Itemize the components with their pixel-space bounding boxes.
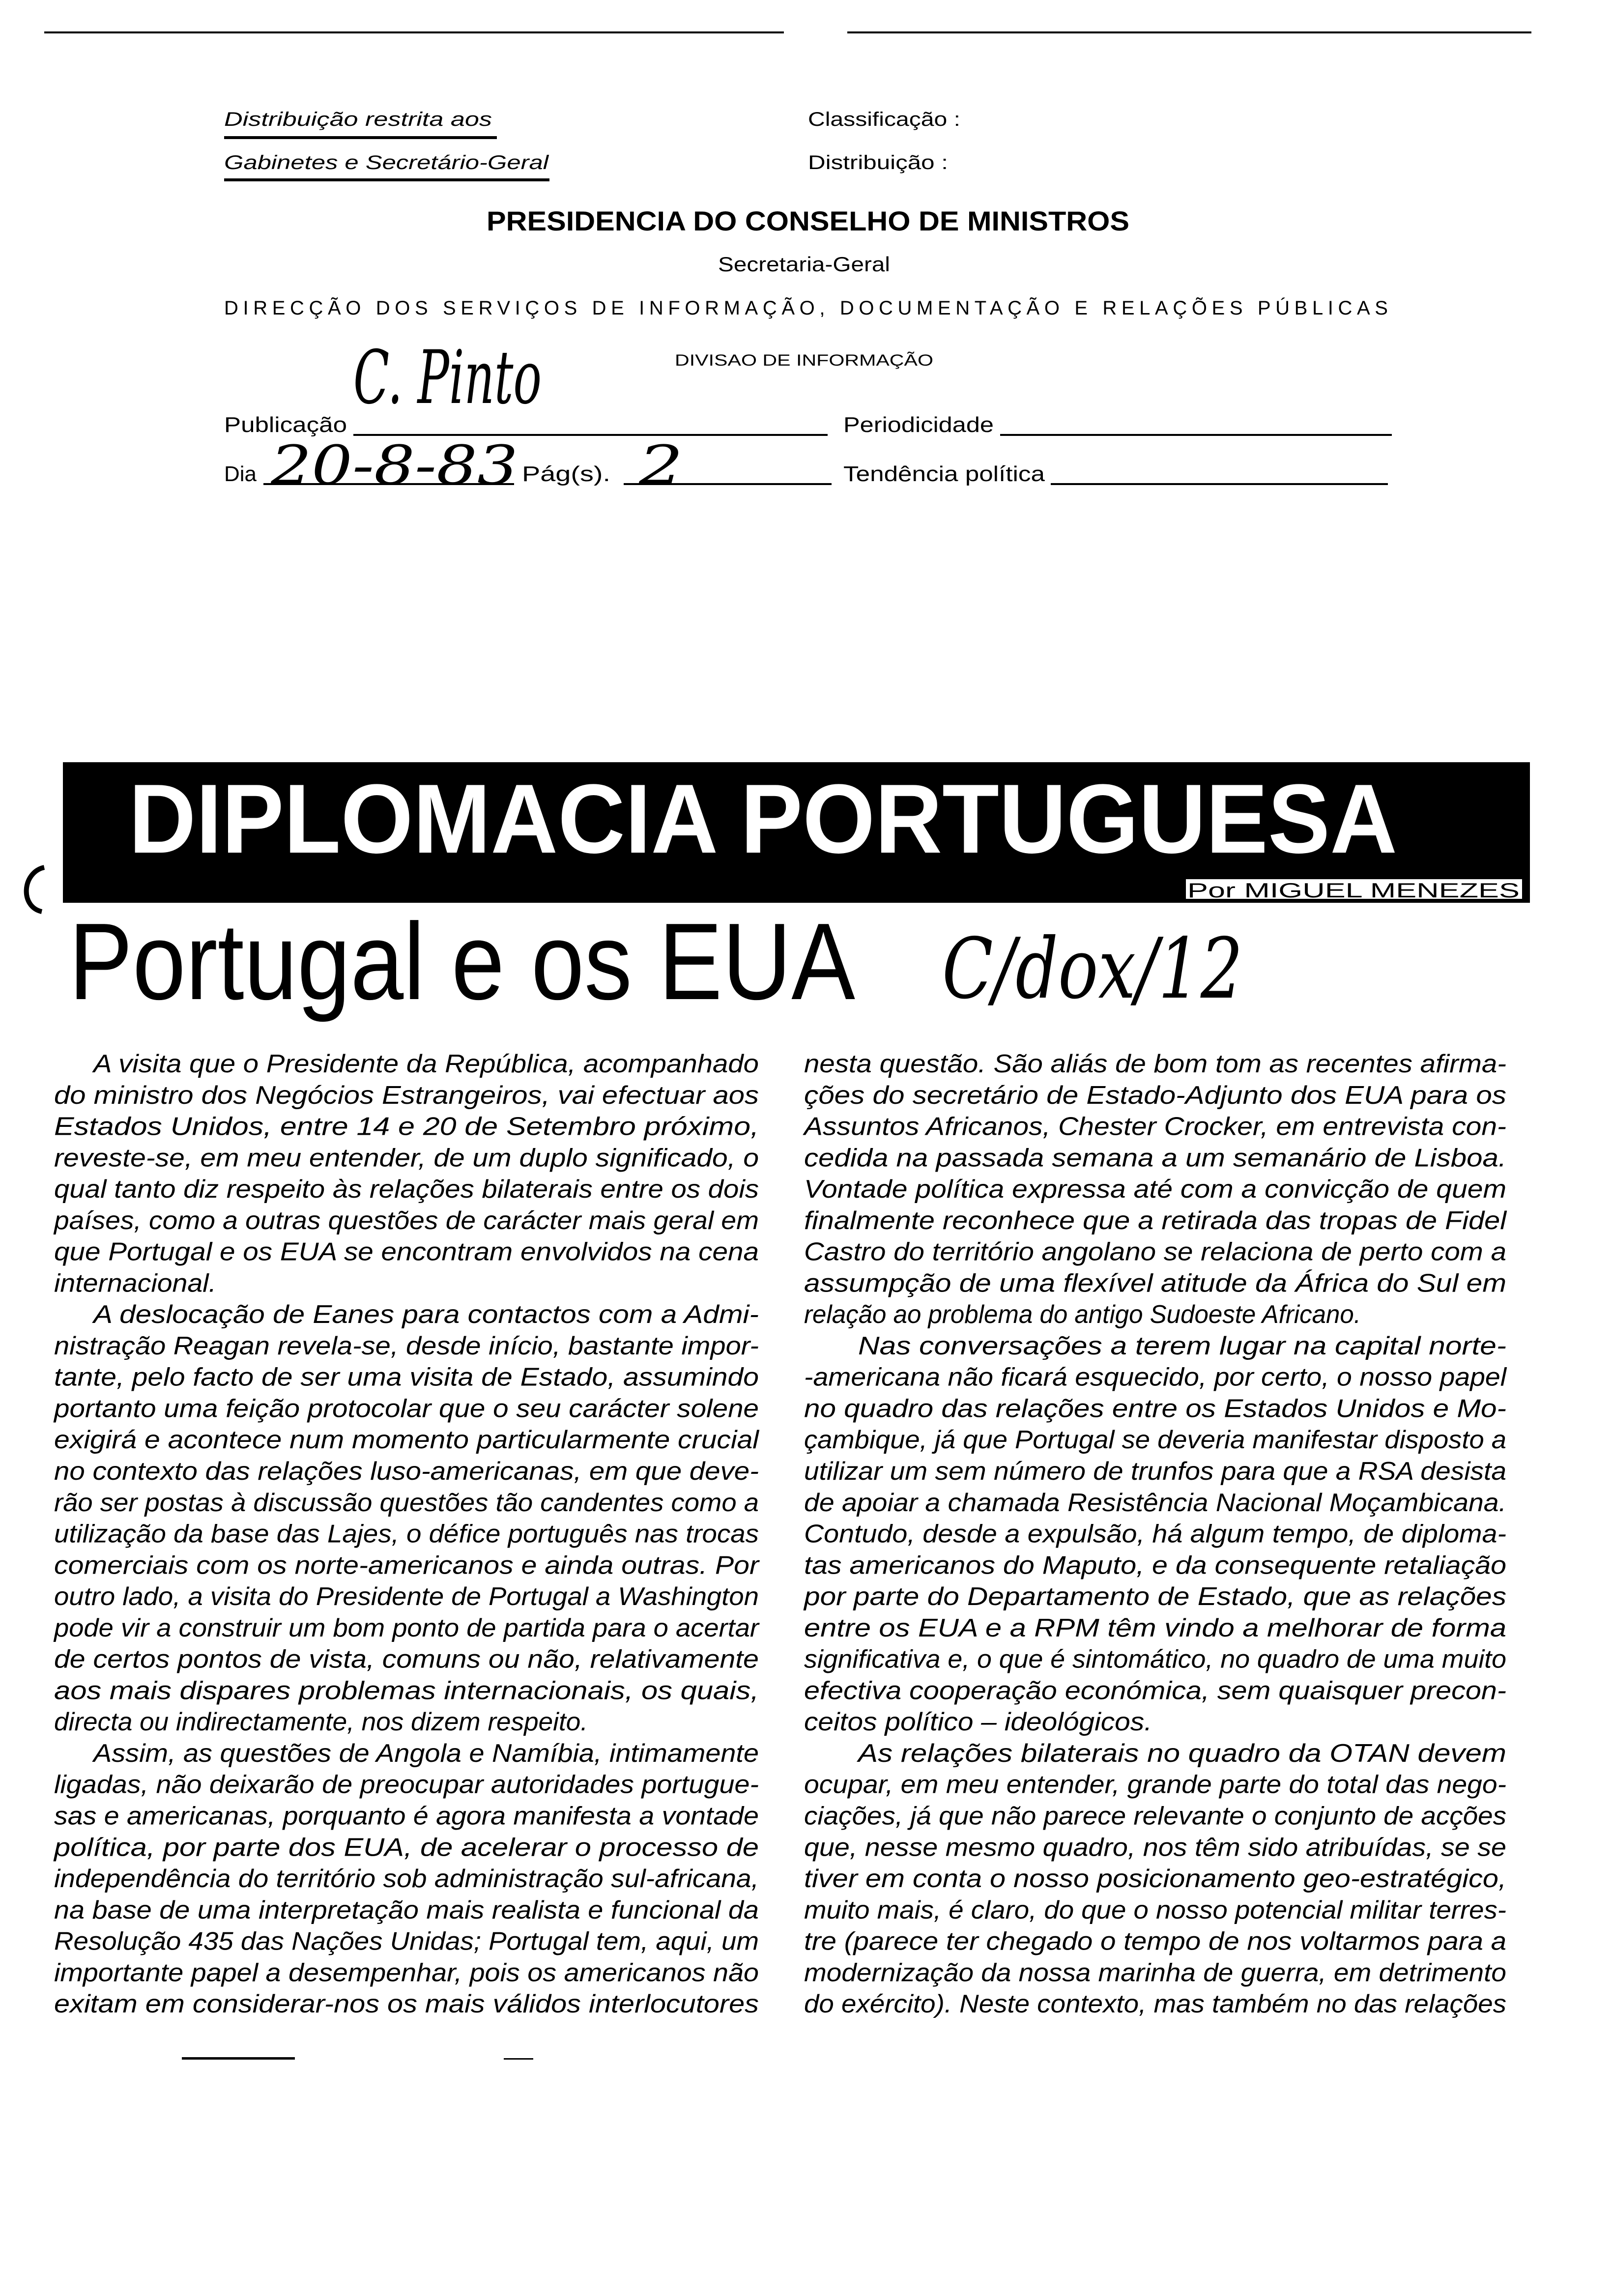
article-text-line: aos mais dispares problemas internacionais, os quais, (54, 1676, 759, 1705)
svg-text:Classificação :: Classificação : (808, 109, 960, 130)
day-label (224, 461, 263, 486)
secretariat-title (718, 252, 895, 276)
article-text-line: ceitos político – ideológicos. (804, 1708, 1152, 1737)
article-text-line: por parte do Departamento de Estado, que as relações (803, 1582, 1506, 1611)
article-column-right (804, 1047, 1512, 2020)
article-text-line: tre (parece ter chegado o tempo de nos voltarmos para a (804, 1927, 1506, 1956)
pages-label (522, 461, 620, 486)
svg-text:Secretaria-Geral: Secretaria-Geral (718, 253, 890, 276)
svg-text:C. Pinto: C. Pinto (353, 335, 542, 421)
political-tendency-field-line (1051, 483, 1388, 485)
top-rule-right (847, 31, 1531, 33)
svg-text:DIRECÇÃO DOS SERVIÇOS DE INFOR: DIRECÇÃO DOS SERVIÇOS DE INFORMAÇÃO, DOCUMENTAÇÃO E RELAÇÕES PÚBLICAS (224, 297, 1388, 319)
article-text-line: qual tanto diz respeito às relações bilaterais entre os dois (54, 1175, 759, 1204)
article-text-line: entre os EUA e a RPM têm vindo a melhorar de forma (804, 1613, 1506, 1642)
publication-label (224, 412, 352, 436)
article-text-line: relação ao problema do antigo Sudoeste Africano. (804, 1300, 1361, 1329)
periodicity-field-line (1000, 434, 1392, 436)
article-text-line: rão ser postas à discussão questões tão candentes como a (54, 1488, 759, 1517)
svg-text:Gabinetes e Secretário-Geral: Gabinetes e Secretário-Geral (224, 152, 549, 173)
day-handwritten-value (270, 434, 526, 497)
svg-text:Tendência política: Tendência política (843, 462, 1045, 486)
byline (1187, 879, 1522, 900)
article-text-line: sas e americanas, porquanto é agora manifesta a vontade (54, 1802, 759, 1831)
svg-text:Pág(s).: Pág(s). (522, 462, 610, 486)
article-text-line: ocupar, em meu entender, grande parte do total das nego- (804, 1770, 1506, 1799)
svg-text:Por MIGUEL MENEZES: Por MIGUEL MENEZES (1187, 879, 1520, 902)
article-text-line: cedida na passada semana a um semanário de Lisboa. (804, 1144, 1506, 1173)
article-text-line: modernização da nossa marinha de guerra, em detrimento (804, 1958, 1506, 1987)
article-text-line: no quadro das relações entre os Estados Unidos e Mo- (804, 1394, 1506, 1423)
article-text-line: Contudo, desde a expulsão, há algum tempo, de diploma- (804, 1520, 1506, 1549)
article-text-line: A visita que o Presidente da República, acompanhado (91, 1050, 759, 1078)
article-text-line: Vontade política expressa até com a convicção de quem (804, 1175, 1506, 1204)
svg-text:DIPLOMACIA PORTUGUESA: DIPLOMACIA PORTUGUESA (129, 764, 1397, 874)
article-text-line: reveste-se, em meu entender, de um duplo significado, o (54, 1144, 759, 1173)
bottom-scan-mark-2 (504, 2058, 533, 2060)
article-text-line: utilização da base das Lajes, o défice português nas trocas (54, 1520, 759, 1549)
article-text-line: Estados Unidos, entre 14 e 20 de Setembro próximo, (54, 1112, 759, 1141)
article-text-line: ciações, já que não parece relevante o conjunto de acções (804, 1802, 1506, 1831)
article-text-line: As relações bilaterais no quadro da OTAN devem (856, 1739, 1506, 1768)
svg-text:Publicação: Publicação (224, 413, 347, 437)
article-text-line: A deslocação de Eanes para contactos com a Admi- (91, 1300, 759, 1329)
article-text-line: que Portugal e os EUA se encontram envolvidos na cena (54, 1237, 759, 1266)
top-rule-left (44, 31, 784, 33)
article-text-line: assumpção de uma flexível atitude da África do Sul em (804, 1269, 1506, 1298)
article-text-line: que, nesse mesmo quadro, nos têm sido atribuídas, se se (804, 1833, 1506, 1862)
svg-text:Dia: Dia (224, 462, 257, 486)
svg-text:Portugal e os EUA: Portugal e os EUA (69, 901, 855, 1023)
article-text-line: exitam em considerar-nos os mais válidos interlocutores (54, 1990, 759, 2019)
directorate-title (224, 297, 1389, 319)
article-text-line: tiver em conta o nosso posicionamento geo-estratégico, (804, 1865, 1506, 1893)
distribution-restricted-line2 (224, 152, 553, 174)
article-title (69, 901, 865, 1027)
pages-handwritten-value (638, 434, 693, 497)
article-text-line: tas americanos do Maputo, e da consequente retaliação (804, 1551, 1506, 1580)
article-text-line: Castro do território angolano se relaciona de perto com a (804, 1237, 1506, 1266)
organization-title (487, 207, 1130, 237)
article-text-line: ções do secretário de Estado-Adjunto dos EUA para os (804, 1081, 1506, 1110)
classification-label (808, 109, 970, 131)
article-text-line: na base de uma interpretação mais realista e funcional da (54, 1895, 759, 1924)
article-text-line: no contexto das relações luso-americanas, em que deve- (54, 1457, 759, 1486)
article-text-line: finalmente reconhece que a retirada das tropas de Fidel (804, 1206, 1507, 1235)
svg-text:Distribuição :: Distribuição : (808, 152, 948, 173)
political-tendency-label (843, 461, 1050, 486)
article-text-line: directa ou indirectamente, nos dizem respeito. (54, 1708, 588, 1737)
publication-handwritten-value (353, 335, 550, 421)
article-text-line: independência do território sob administração sul-africana, (54, 1865, 759, 1893)
article-text-line: utilizar um sem número de trunfos para que a RSA desista (804, 1457, 1506, 1486)
article-text-line: de certos pontos de vista, comuns ou não, relativamente (54, 1645, 759, 1674)
hole-punch-mark (15, 862, 54, 917)
article-text-line: Assuntos Africanos, Chester Crocker, em entrevista con- (802, 1112, 1506, 1141)
article-text-line: comerciais com os norte-americanos e ainda outras. Por (54, 1551, 760, 1580)
distribution-underline-2 (224, 178, 549, 181)
bottom-scan-mark-1 (182, 2057, 295, 2060)
svg-text:PRESIDENCIA DO CONSELHO DE MIN: PRESIDENCIA DO CONSELHO DE MINISTROS (487, 205, 1129, 236)
periodicity-label (843, 412, 1001, 436)
distribution-label (808, 152, 955, 174)
article-text-line: internacional. (54, 1269, 217, 1298)
article-text-line: -americana não ficará esquecido, por certo, o nosso papel (804, 1363, 1507, 1392)
distribution-underline-1 (224, 136, 497, 139)
article-text-line: países, como a outras questões de carácter mais geral em (53, 1206, 759, 1235)
article-text-line: importante papel a desempenhar, pois os americanos não (54, 1958, 759, 1987)
article-text-line: do ministro dos Negócios Estrangeiros, vai efectuar aos (54, 1081, 759, 1110)
article-text-line: significativa e, o que é sintomático, no quadro de uma muito (804, 1645, 1506, 1674)
svg-text:20-8-83: 20-8-83 (270, 434, 518, 497)
division-title (675, 351, 935, 369)
article-text-line: do exército). Neste contexto, mas também no das relações (804, 1990, 1506, 2019)
article-text-line: ligadas, não deixarão de preocupar autoridades portugue- (54, 1770, 759, 1799)
handwritten-annotation (942, 920, 1257, 1018)
svg-text:Distribuição restrita aos: Distribuição restrita aos (224, 109, 492, 130)
article-text-line: Resolução 435 das Nações Unidas; Portugal tem, aqui, um (54, 1927, 759, 1956)
article-column-left (54, 1047, 762, 2020)
article-text-line: pode vir a construir um bom ponto de partida para o acertar (53, 1613, 760, 1642)
article-text-line: portanto uma feição protocolar que o seu carácter solene (53, 1394, 759, 1423)
article-text-line: tante, pelo facto de ser uma visita de Estado, assumindo (54, 1363, 759, 1392)
distribution-restricted-line1 (224, 109, 499, 131)
section-title (129, 764, 1402, 874)
article-text-line: Nas conversações a terem lugar na capital norte- (858, 1331, 1506, 1360)
svg-text:Periodicidade: Periodicidade (843, 413, 994, 437)
article-text-line: muito mais, é claro, do que o nosso potencial militar terres- (804, 1895, 1506, 1924)
svg-text:C/dox/12: C/dox/12 (942, 920, 1243, 1018)
article-text-line: política, por parte dos EUA, de acelerar o processo de (53, 1833, 759, 1862)
article-text-line: nistração Reagan revela-se, desde início, bastante impor- (54, 1331, 759, 1360)
svg-text:DIVISAO DE INFORMAÇÃO: DIVISAO DE INFORMAÇÃO (675, 351, 933, 369)
svg-text:2: 2 (638, 434, 683, 497)
article-text-line: çambique, já que Portugal se deveria manifestar disposto a (804, 1426, 1506, 1455)
article-text-line: de apoiar a chamada Resistência Nacional Moçambicana. (804, 1488, 1506, 1517)
article-text-line: exigirá e acontece num momento particularmente crucial (54, 1426, 760, 1455)
article-text-line: efectiva cooperação económica, sem quaisquer precon- (804, 1676, 1506, 1705)
article-text-line: nesta questão. São aliás de bom tom as recentes afirma- (804, 1050, 1506, 1078)
article-text-line: outro lado, a visita do Presidente de Portugal a Washington (54, 1582, 759, 1611)
article-text-line: Assim, as questões de Angola e Namíbia, intimamente (91, 1739, 759, 1768)
